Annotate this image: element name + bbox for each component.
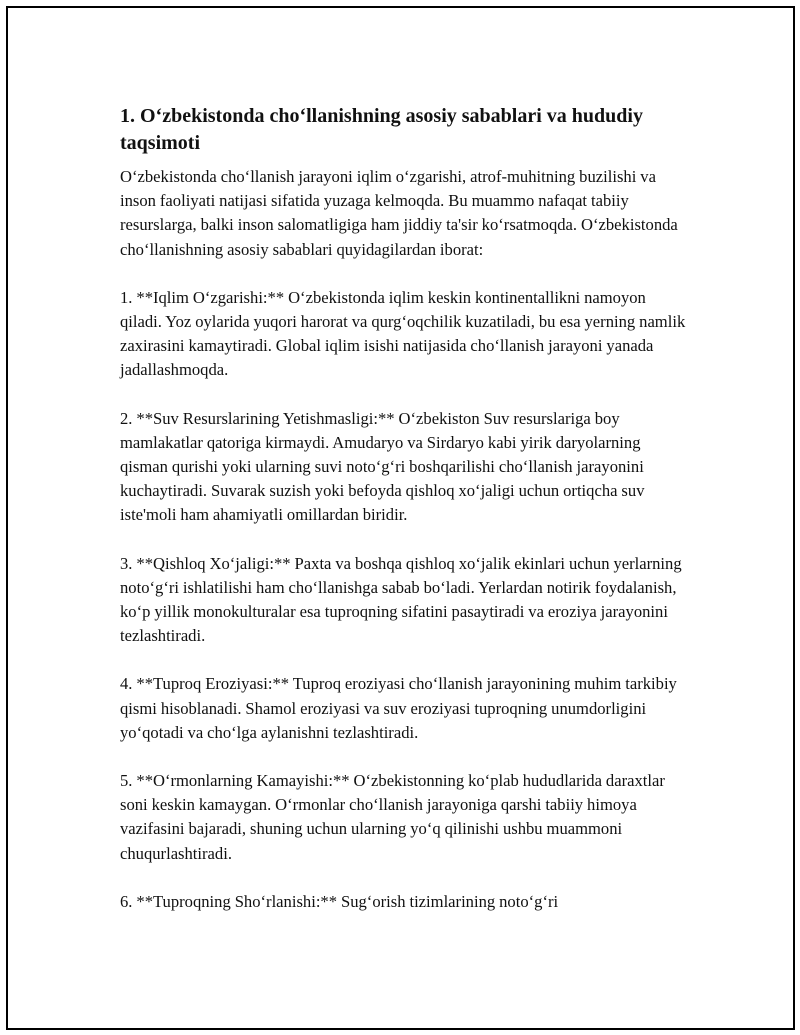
paragraph-soil-salinization: 6. **Tuproqning Sho‘rlanishi:** Sug‘orish tizimlarining noto‘g‘ri [120, 891, 559, 911]
paragraph-agriculture: 3. **Qishloq Xo‘jaligi:** Paxta va boshqa qishloq xo‘jalik ekinlari uchun yerlarning noto‘g‘ri ishlatilishi ham cho‘llanishga sabab bo‘ladi. Yerlardan notirik foydalanish, ko‘p yillik monokulturalar esa tuproqning sifatini pasaytiradi va eroziya jarayonini tezlashtiradi. [120, 553, 682, 646]
paragraph-water-shortage: 2. **Suv Resurslarining Yetishmasligi:** O‘zbekiston Suv resurslariga boy mamlakatlar qatoriga kirmaydi. Amudaryo va Sirdaryo kabi yirik daryolarning qisman qurishi yoki ularning suvi noto‘g‘ri boshqarilishi cho‘llanish jarayonini kuchaytiradi. Suvarak suzish yoki befoyda qishloq xo‘jaligi uchun ortiqcha suv iste'moli ham ahamiyatli omillardan biridir. [120, 408, 645, 525]
paragraph-deforestation: 5. **O‘rmonlarning Kamayishi:** O‘zbekistonning ko‘plab hududlarida daraxtlar soni keskin kamaygan. O‘rmonlar cho‘llanish jarayoniga qarshi tabiiy himoya vazifasini bajaradi, shuning uchun ularning yo‘q qilinishi ushbu muammoni chuqurlashtiradi. [120, 771, 665, 863]
paragraph-soil-erosion: 4. **Tuproq Eroziyasi:** Tuproq eroziyasi cho‘llanish jarayonining muhim tarkibiy qismi hisoblanadi. Shamol eroziyasi va suv eroziyasi tuproqning unumdorligini yo‘qotadi va cho‘lga aylanishni tezlashtiradi. [120, 674, 677, 742]
page-frame [6, 6, 795, 1030]
paragraph-climate-change: 1. **Iqlim O‘zgarishi:** O‘zbekistonda iqlim keskin kontinentallikni namoyon qiladi. Yoz oylarida yuqori harorat va qurg‘oqchilik kuzatiladi, bu esa yerning namlik zaxirasini kamaytiradi. Global iqlim isishi natijasida cho‘llanish jarayoni yanada jadallashmoqda. [120, 287, 686, 380]
intro-paragraph: O‘zbekistonda cho‘llanish jarayoni iqlim o‘zgarishi, atrof-muhitning buzilishi va inson faoliyati natijasi sifatida yuzaga kelmoqda. Bu muammo nafaqat tabiiy resurslarga, balki inson salomatligiga ham jiddiy ta'sir ko‘rsatmoqda. O‘zbekistonda cho‘llanishning asosiy sabablari quyidagilardan iborat: [120, 167, 678, 259]
section-heading: 1. O‘zbekistonda cho‘llanishning asosiy sabablari va hududiy taqsimoti [120, 105, 643, 154]
document-body [120, 103, 690, 938]
